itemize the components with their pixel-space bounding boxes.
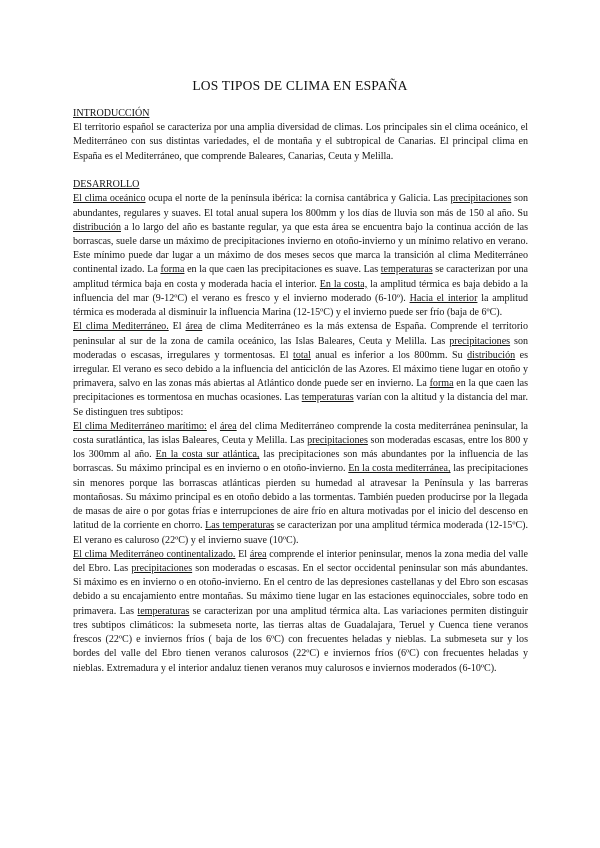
text-run: las precipitaciones son más abundantes por la influencia de las borrascas. Su máximo principal es en invierno o en otoño-invierno. bbox=[73, 449, 528, 475]
text-run: la amplitud térmica es moderada al disminuir la influencia Marina (12-15ºC) y el invierno puede ser frío (baja de 6ºC). bbox=[73, 292, 528, 319]
text-run: en la que caen las precipitaciones es tormentosa en muchas ocasiones. Las bbox=[73, 378, 528, 404]
underlined-term: precipitaciones bbox=[307, 435, 368, 447]
text-run: comprende el interior peninsular, menos la zona media del valle del Ebro. Las bbox=[73, 548, 528, 574]
oceanic-paragraph bbox=[73, 192, 528, 320]
text-run: del clima Mediterráneo comprende la costa mediterránea peninsular, la costa suratlántica, las islas Baleares, Ceuta y Melilla. Las bbox=[73, 420, 528, 447]
intro-heading-text: INTRODUCCIÓN bbox=[73, 108, 150, 119]
intro-paragraph: El territorio español se caracteriza por una amplia diversidad de climas. Los principales sin el clima oceánico, el Mediterráneo con sus distintas variedades, el de montaña y el subtropical de Canarias. El principal clima en España es el Mediterráneo, que comprende Baleares, Canarias, Ceuta y Melilla. bbox=[73, 122, 528, 162]
text-run: anual es inferior a los 800mm. Su bbox=[310, 349, 468, 361]
text-run: en la que caen las precipitaciones es suave. Las bbox=[184, 264, 381, 276]
underlined-term: precipitaciones bbox=[131, 563, 193, 574]
text-run: se caracterizan por una amplitud térmica moderada (12-15ºC). El verano es caluroso (22ºC) y el invierno suave (10ºC). bbox=[73, 520, 529, 546]
underlined-term: En la costa, bbox=[319, 278, 368, 290]
text-run: se caracterizan por una amplitud térmica alta. Las variaciones permiten distinguir tres subtipos climáticos: la submeseta norte, las tierras altas de Guadalajara, Teruel y Cuenca tiene veranos frescos (22ºC) e inviernos fríos ( baja de los 6ºC) con frecuentes heladas y nieblas. La submeseta sur y los bordes del valle del Ebro tienen veranos calurosos (22ºC) e inviernos fríos (6ºC) con frecuentes heladas y nieblas. Extremadura y el interior andaluz tienen veranos muy calurosos e inviernos moderados (6-10ºC). bbox=[73, 605, 528, 674]
paragraph-gap bbox=[73, 164, 528, 178]
underlined-term: área bbox=[185, 321, 203, 333]
oceanic-term: El clima oceánico bbox=[73, 193, 146, 205]
mediterranean-term: El clima Mediterráneo. bbox=[73, 321, 169, 333]
underlined-term: temperaturas bbox=[380, 264, 433, 276]
text-run: son moderadas escasas, entre los 800 y los 300mm al año. bbox=[73, 435, 528, 461]
underlined-term: En la costa mediterránea, bbox=[348, 463, 451, 475]
underlined-term: forma bbox=[429, 378, 454, 390]
mediterranean-paragraph bbox=[73, 320, 528, 420]
text-run: son moderadas o escasas, irregulares y tormentosas. El bbox=[73, 335, 529, 361]
underlined-term: En la costa sur atlántica, bbox=[155, 449, 260, 461]
text-run: El bbox=[235, 548, 250, 560]
underlined-term: forma bbox=[160, 264, 185, 276]
text-run: son abundantes, regulares y suaves. El total anual supera los 800mm y los días de lluvia son más de 150 al año. Su bbox=[73, 193, 528, 219]
intro-heading bbox=[73, 107, 528, 121]
underlined-term: Las temperaturas bbox=[205, 520, 275, 532]
text-run: las precipitaciones sin menores porque las borrascas atlánticas pierden su humedad al atravesar la Península y las barreras montañosas. Su máximo principal es en otoño debido a las tormentas. También pueden producirse por la llegada de masas de aire o por gotas frías e interrupciones de aire frío en altura motivadas por el inicio del descenso en latitud de la corriente en chorro. bbox=[73, 463, 528, 532]
text-run: El bbox=[168, 321, 186, 333]
text-run: de clima Mediterráneo es la más extensa de España. Comprende el territorio peninsular al sur de la zona de camila oceánico, las Islas Baleares, Ceuta y Melilla. Las bbox=[73, 321, 528, 347]
text-run: a lo largo del año es bastante regular, ya que esta área se encuentra bajo la continua acción de las borrascas, suele darse un máximo de precipitaciones invierno en otoño-invierno y un mínimo relativo en verano. Este mínimo puede dar lugar a un máximo de dos meses secos que marca la transición al clima Mediterráneo continental izado. La bbox=[73, 221, 528, 276]
continental-term: El clima Mediterráneo continentalizado. bbox=[73, 548, 236, 560]
text-run: ocupa el norte de la península ibérica: la cornisa cantábrica y Galicia. Las bbox=[145, 193, 451, 205]
text-run: son moderadas o escasas. En el sector occidental peninsular son más abundantes. Si máximo es en invierno o en otoño-invierno. En el centro de las depresiones castellanas y del Ebro son escasas debido a su encajamiento entre montañas. Su máximo tiene lugar en las estaciones equinocciales, sobre todo en primavera. Las bbox=[73, 563, 528, 617]
continental-paragraph bbox=[73, 548, 528, 676]
underlined-term: área bbox=[219, 420, 237, 432]
desarrollo-heading bbox=[73, 178, 528, 192]
underlined-term: distribución bbox=[467, 349, 516, 361]
underlined-term: distribución bbox=[73, 221, 121, 233]
underlined-term: total bbox=[293, 349, 311, 361]
underlined-term: temperaturas bbox=[137, 605, 190, 617]
desarrollo-heading-text: DESARROLLO bbox=[73, 179, 140, 191]
underlined-term: precipitaciones bbox=[450, 193, 512, 205]
text-run: el bbox=[206, 420, 220, 432]
maritime-term: El clima Mediterráneo marítimo: bbox=[73, 420, 207, 432]
underlined-term: precipitaciones bbox=[449, 335, 511, 347]
text-run: se caracterizan por una amplitud térmica baja en costa y moderada hacia el interior. bbox=[73, 264, 528, 290]
text-run: es irregular. El verano es seco debido a la influencia del anticiclón de las Azores. El máximo tiene lugar en otoño y primavera, salvo en las zonas más abiertas al Atlántico donde puede ser en invierno. La bbox=[73, 349, 528, 390]
underlined-term: Hacia el interior bbox=[409, 292, 478, 304]
maritime-paragraph bbox=[73, 420, 528, 548]
underlined-term: área bbox=[249, 548, 267, 560]
text-run: la amplitud térmica es baja debido a la influencia del mar (9-12ºC) el verano es fresco y el invierno moderado (6-10º). bbox=[73, 278, 529, 304]
text-run: varían con la altitud y la distancia del mar. Se distinguen tres subtipos: bbox=[73, 392, 528, 418]
document-title: LOS TIPOS DE CLIMA EN ESPAÑA bbox=[192, 78, 408, 93]
document-body bbox=[73, 107, 528, 676]
underlined-term: temperaturas bbox=[301, 392, 354, 404]
